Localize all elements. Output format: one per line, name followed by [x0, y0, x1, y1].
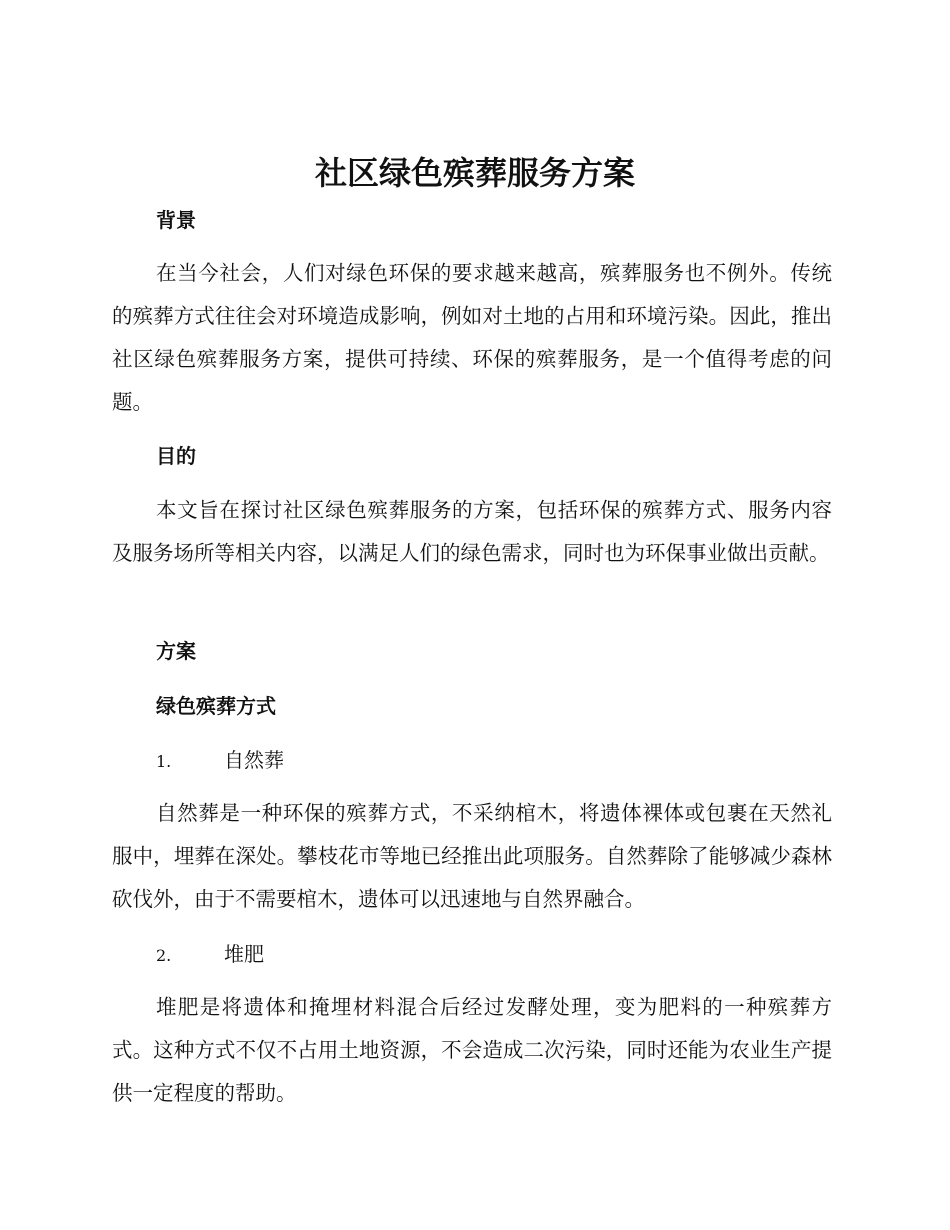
- section-heading-plan: 方案: [156, 639, 196, 663]
- section-heading-background: 背景: [156, 208, 196, 232]
- paragraph-background: 在当今社会，人们对绿色环保的要求越来越高，殡葬服务也不例外。传统的殡葬方式往往会对环境造成影响，例如对土地的占用和环境污染。因此，推出社区绿色殡葬服务方案，提供可持续、环保的殡葬服务，是一个值得考虑的问题。: [112, 261, 832, 414]
- list-number: 2.: [156, 946, 172, 965]
- list-item-natural-burial: [156, 746, 284, 776]
- list-item-label: 堆肥: [224, 942, 264, 966]
- document-title: 社区绿色殡葬服务方案: [314, 154, 635, 192]
- list-number: 1.: [156, 752, 172, 771]
- list-item-composting: [156, 940, 264, 970]
- subheading-green-funeral-methods: 绿色殡葬方式: [156, 694, 276, 718]
- paragraph-purpose: 本文旨在探讨社区绿色殡葬服务的方案，包括环保的殡葬方式、服务内容及服务场所等相关内容，以满足人们的绿色需求，同时也为环保事业做出贡献。: [112, 498, 832, 565]
- paragraph-natural-burial: 自然葬是一种环保的殡葬方式，不采纳棺木，将遗体裸体或包裹在天然礼服中，埋葬在深处。攀枝花市等地已经推出此项服务。自然葬除了能够减少森林砍伐外，由于不需要棺木，遗体可以迅速地与自然界融合。: [112, 801, 832, 911]
- section-heading-purpose: 目的: [156, 444, 196, 468]
- paragraph-composting: 堆肥是将遗体和掩埋材料混合后经过发酵处理，变为肥料的一种殡葬方式。这种方式不仅不占用土地资源，不会造成二次污染，同时还能为农业生产提供一定程度的帮助。: [112, 995, 832, 1105]
- list-item-label: 自然葬: [224, 748, 284, 772]
